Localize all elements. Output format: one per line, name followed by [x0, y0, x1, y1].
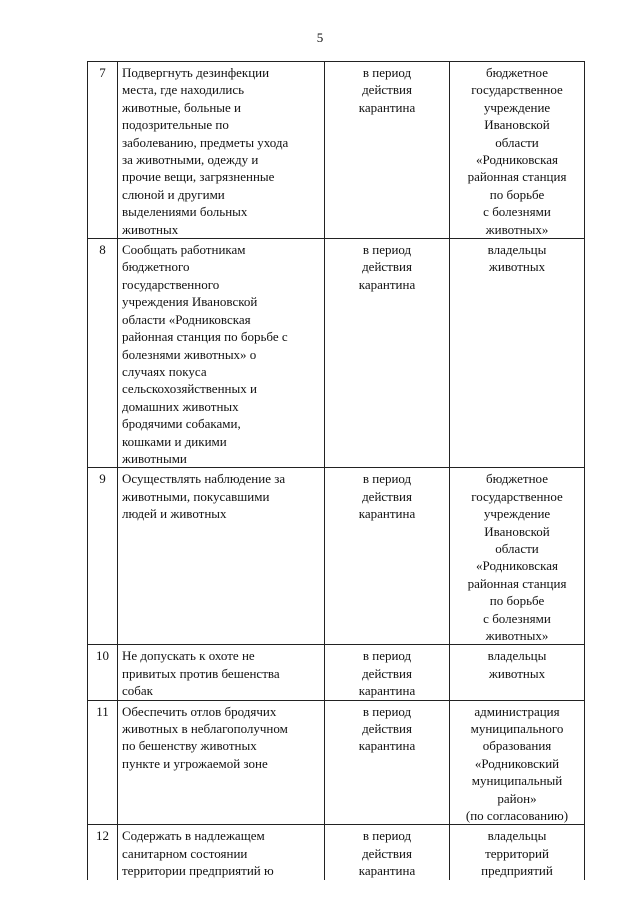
responsible-cell-line: владельцы — [487, 828, 547, 844]
measure-text-line: слюной и другими — [122, 186, 225, 202]
responsible-cell-line: животных — [488, 665, 546, 681]
period-cell-line: действия — [362, 845, 412, 861]
measure-text-line: заболеванию, предметы ухода — [122, 134, 289, 150]
measure-text-line: Подвергнуть дезинфекции — [122, 65, 270, 80]
period-cell-line: действия — [362, 82, 412, 98]
row-number: 8 — [88, 239, 118, 468]
responsible-cell — [450, 645, 585, 700]
measure-text-line: подозрительные по — [122, 117, 229, 133]
responsible-cell — [450, 239, 585, 468]
measure-text — [118, 825, 325, 880]
measure-text-line: случаях покуса — [122, 363, 207, 379]
responsible-cell-line: учреждение — [483, 506, 551, 522]
measure-text-line: места, где находились — [122, 82, 245, 98]
responsible-cell-line: животных» — [485, 221, 549, 237]
period-cell — [325, 468, 450, 645]
table-row — [88, 825, 585, 880]
responsible-cell-line: «Родниковский — [474, 755, 560, 771]
page-number: 5 — [316, 30, 324, 45]
period-cell-line: в период — [362, 648, 412, 664]
responsible-cell-line: районная станция — [467, 169, 567, 185]
responsible-cell — [450, 825, 585, 880]
row-number: 12 — [88, 825, 118, 880]
measure-text-line: прочие вещи, загрязненные — [122, 169, 275, 185]
period-cell-line: в период — [362, 65, 412, 80]
measure-text-line: учреждения Ивановской — [122, 294, 258, 310]
measure-text-line: области «Родниковская — [122, 311, 251, 327]
responsible-cell-line: по борьбе — [489, 186, 545, 202]
measure-text-line: Обеспечить отлов бродячих — [122, 703, 277, 719]
responsible-cell-line: муниципального — [470, 721, 564, 737]
table-row — [88, 645, 585, 700]
period-cell-line: в период — [362, 703, 412, 719]
measure-text-line: кошками и дикими — [122, 433, 227, 449]
period-cell-line: карантина — [358, 738, 416, 754]
measure-text-line: людей и животных — [122, 506, 227, 522]
period-cell — [325, 825, 450, 880]
measure-text-line: животными — [122, 450, 187, 466]
responsible-cell-line: «Родниковская — [476, 558, 558, 574]
measures-table-body — [88, 62, 585, 880]
measure-text — [118, 700, 325, 825]
period-cell-line: в период — [362, 828, 412, 844]
period-cell-line: карантина — [358, 683, 416, 699]
measure-text-line: санитарном состоянии — [122, 845, 248, 861]
measure-text-line: животные, больные и — [122, 99, 241, 115]
responsible-cell-line: владельцы — [487, 648, 547, 664]
responsible-cell-line: Ивановской — [484, 523, 550, 539]
responsible-cell-line: территорий — [485, 845, 549, 861]
period-cell — [325, 239, 450, 468]
measure-text-line: за животными, одежду и — [122, 152, 259, 168]
measure-text-line: привитых против бешенства — [122, 665, 280, 681]
responsible-cell-line: (по согласованию) — [465, 808, 569, 824]
measure-text-line: выделениями больных — [122, 204, 248, 220]
table-row — [88, 62, 585, 239]
period-cell-line: карантина — [358, 99, 416, 115]
measure-text-line: территории предприятий ю — [122, 863, 274, 879]
responsible-cell — [450, 468, 585, 645]
responsible-cell-line: районная станция — [467, 575, 567, 591]
responsible-cell-line: государственное — [471, 488, 563, 504]
period-cell-line: действия — [362, 259, 412, 275]
period-cell-line: действия — [362, 665, 412, 681]
measures-table — [87, 61, 585, 880]
measure-text-line: животных — [122, 221, 179, 237]
measure-text-line: Осуществлять наблюдение за — [122, 471, 286, 487]
table-row — [88, 239, 585, 468]
measure-text-line: бюджетного — [122, 259, 190, 275]
table-row — [88, 700, 585, 825]
period-cell-line: в период — [362, 242, 412, 258]
responsible-cell-line: области — [495, 134, 539, 150]
measure-text-line: домашних животных — [122, 398, 239, 414]
responsible-cell-line: «Родниковская — [476, 152, 558, 168]
responsible-cell-line: учреждение — [483, 99, 551, 115]
period-cell — [325, 700, 450, 825]
responsible-cell-line: с болезнями — [483, 204, 551, 220]
measure-text-line: по бешенству животных — [122, 738, 257, 754]
measure-text — [118, 239, 325, 468]
measure-text-line: бродячими собаками, — [122, 416, 241, 432]
row-number: 7 — [88, 62, 118, 239]
measure-text-line: Не допускать к охоте не — [122, 648, 255, 664]
measure-text — [118, 468, 325, 645]
measure-text — [118, 62, 325, 239]
responsible-cell-line: Ивановской — [484, 117, 550, 133]
responsible-cell — [450, 700, 585, 825]
responsible-cell-line: государственное — [471, 82, 563, 98]
measure-text-line: животных в неблагополучном — [122, 721, 288, 737]
responsible-cell-line: по борьбе — [489, 593, 545, 609]
measure-text-line: сельскохозяйственных и — [122, 381, 257, 397]
period-cell — [325, 645, 450, 700]
period-cell-line: в период — [362, 471, 412, 487]
responsible-cell-line: владельцы — [487, 242, 547, 258]
period-cell-line: действия — [362, 721, 412, 737]
measure-text-line: болезнями животных» о — [122, 346, 257, 362]
measure-text-line: Содержать в надлежащем — [122, 828, 265, 844]
responsible-cell-line: животных — [488, 259, 546, 275]
measure-text-line: районная станция по борьбе с — [122, 329, 288, 345]
period-cell-line: действия — [362, 488, 412, 504]
responsible-cell-line: бюджетное — [486, 65, 548, 80]
row-number: 9 — [88, 468, 118, 645]
measure-text-line: государственного — [122, 276, 220, 292]
responsible-cell-line: образования — [482, 738, 552, 754]
responsible-cell-line: муниципальный — [471, 773, 563, 789]
measure-text-line: животными, покусавшими — [122, 488, 270, 504]
row-number: 10 — [88, 645, 118, 700]
measure-text-line: Сообщать работникам — [122, 242, 246, 258]
responsible-cell-line: район» — [497, 790, 537, 806]
responsible-cell-line: администрация — [474, 703, 560, 719]
responsible-cell-line: животных» — [485, 628, 549, 643]
measure-text — [118, 645, 325, 700]
responsible-cell-line: предприятий — [481, 863, 553, 879]
period-cell-line: карантина — [358, 276, 416, 292]
period-cell — [325, 62, 450, 239]
measure-text-line: пункте и угрожаемой зоне — [122, 755, 268, 771]
responsible-cell — [450, 62, 585, 239]
measure-text-line: собак — [122, 683, 153, 699]
row-number: 11 — [88, 700, 118, 825]
table-row — [88, 468, 585, 645]
responsible-cell-line: с болезнями — [483, 610, 551, 626]
period-cell-line: карантина — [358, 863, 416, 879]
responsible-cell-line: области — [495, 540, 539, 556]
period-cell-line: карантина — [358, 506, 416, 522]
responsible-cell-line: бюджетное — [486, 471, 548, 487]
